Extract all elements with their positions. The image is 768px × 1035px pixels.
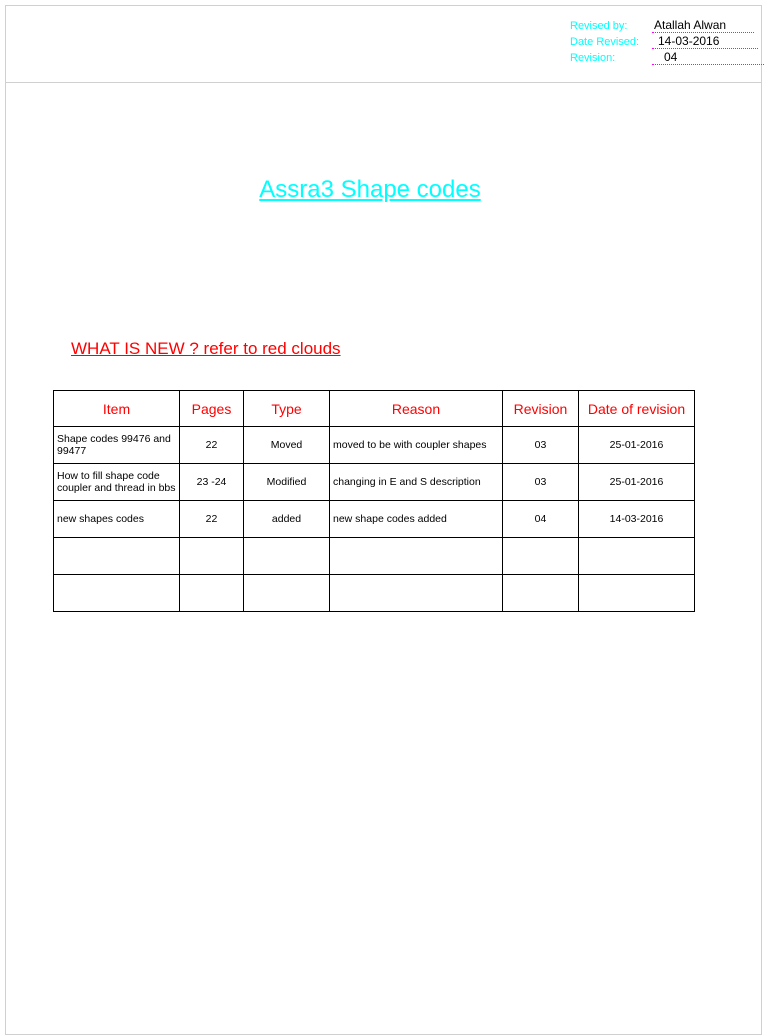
- table-row: [54, 575, 695, 612]
- table-header-row: [54, 391, 695, 427]
- date-revised-label: Date Revised:: [570, 36, 640, 48]
- cell-date: 14-03-2016: [579, 501, 695, 538]
- whats-new-heading: WHAT IS NEW ? refer to red clouds: [71, 339, 341, 358]
- cell-revision: 04: [503, 501, 579, 538]
- cell-date: 25-01-2016: [579, 427, 695, 464]
- cell-date: [579, 538, 695, 575]
- date-revised-row: [570, 34, 758, 50]
- cell-reason: new shape codes added: [330, 501, 503, 538]
- cell-pages: 22: [180, 501, 244, 538]
- revised-by-value: Atallah Alwan: [652, 18, 754, 33]
- revision-value: 04: [652, 50, 764, 65]
- cell-item: How to fill shape code coupler and thread in bbs: [54, 464, 180, 501]
- table-row: [54, 501, 695, 538]
- cell-type: added: [244, 501, 330, 538]
- table-row: [54, 538, 695, 575]
- cell-reason: [330, 575, 503, 612]
- cell-revision: 03: [503, 427, 579, 464]
- page-header: [6, 6, 761, 83]
- cell-date: 25-01-2016: [579, 464, 695, 501]
- revision-label: Revision:: [570, 52, 616, 64]
- cell-reason: changing in E and S description: [330, 464, 503, 501]
- cell-item: new shapes codes: [54, 501, 180, 538]
- cell-pages: [180, 538, 244, 575]
- cell-revision: 03: [503, 464, 579, 501]
- cell-reason: moved to be with coupler shapes: [330, 427, 503, 464]
- cell-type: Moved: [244, 427, 330, 464]
- table-row: [54, 464, 695, 501]
- table-row: [54, 427, 695, 464]
- cell-type: [244, 575, 330, 612]
- revision-info-block: [570, 18, 758, 66]
- date-revised-value: 14-03-2016: [652, 34, 758, 49]
- column-header-type: Type: [244, 391, 330, 427]
- revised-by-label: Revised by:: [570, 20, 628, 32]
- revision-table: [53, 390, 695, 612]
- cell-item: [54, 575, 180, 612]
- revision-row: [570, 50, 758, 66]
- cell-pages: [180, 575, 244, 612]
- column-header-item: Item: [54, 391, 180, 427]
- document-page: [5, 5, 762, 1035]
- column-header-date-of-revision: Date of revision: [579, 391, 695, 427]
- cell-type: [244, 538, 330, 575]
- cell-date: [579, 575, 695, 612]
- revised-by-row: [570, 18, 758, 34]
- column-header-reason: Reason: [330, 391, 503, 427]
- cell-item: Shape codes 99476 and 99477: [54, 427, 180, 464]
- column-header-pages: Pages: [180, 391, 244, 427]
- cell-item: [54, 538, 180, 575]
- cell-revision: [503, 538, 579, 575]
- cell-type: Modified: [244, 464, 330, 501]
- cell-pages: 23 -24: [180, 464, 244, 501]
- cell-reason: [330, 538, 503, 575]
- document-title: Assra3 Shape codes: [259, 176, 481, 203]
- cell-revision: [503, 575, 579, 612]
- cell-pages: 22: [180, 427, 244, 464]
- column-header-revision: Revision: [503, 391, 579, 427]
